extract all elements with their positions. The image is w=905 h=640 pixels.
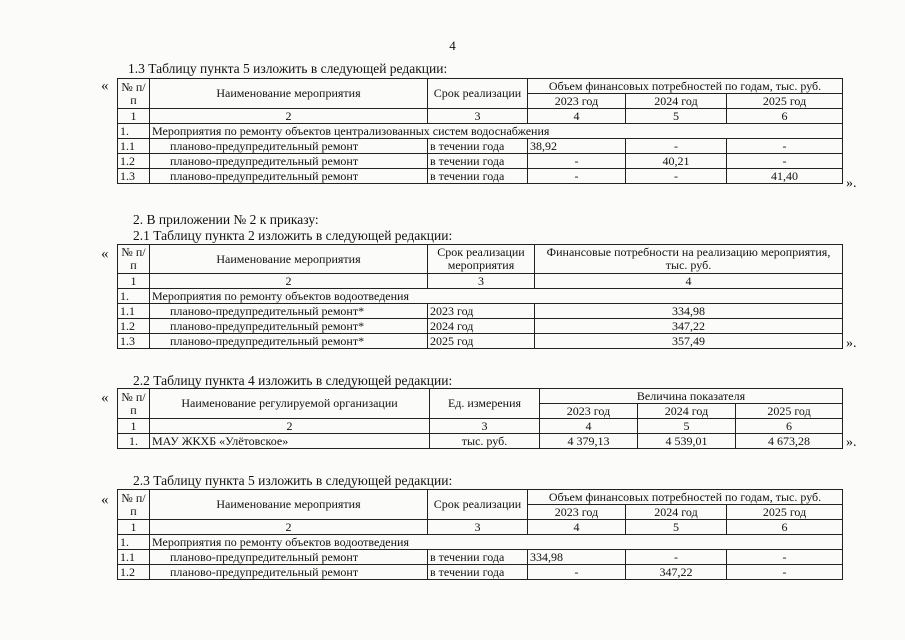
row-name: МАУ ЖКХБ «Улётовское»: [150, 434, 430, 449]
col-number-row: [118, 109, 843, 124]
row-value: -: [626, 139, 727, 154]
table-2-3: [117, 489, 843, 580]
row-num: 1.2: [118, 565, 150, 580]
col-number-row: [118, 520, 843, 535]
col-number: 4: [528, 109, 626, 124]
header-unit: Ед. измерения: [430, 389, 540, 419]
col-number: 3: [430, 419, 540, 434]
header-year: 2024 год: [626, 94, 727, 109]
row-term: 2024 год: [428, 319, 535, 334]
row-term: в течении года: [428, 154, 528, 169]
row-value: -: [727, 550, 843, 565]
row-value: -: [727, 565, 843, 580]
row-value: 38,92: [528, 139, 626, 154]
group-title: Мероприятия по ремонту объектов водоотведения: [150, 535, 843, 550]
row-value: 4 673,28: [736, 434, 843, 449]
col-number: 4: [535, 274, 843, 289]
header-name: Наименование мероприятия: [150, 245, 428, 274]
col-number: 1: [118, 274, 150, 289]
row-term: в течении года: [428, 565, 528, 580]
col-number: 1: [118, 109, 150, 124]
row-value: -: [626, 169, 727, 184]
row-num: 1.: [118, 434, 150, 449]
row-value: 357,49: [535, 334, 843, 349]
col-number: 6: [727, 109, 843, 124]
close-quote: ».: [846, 336, 857, 351]
row-term: 2025 год: [428, 334, 535, 349]
header-year: 2025 год: [727, 94, 843, 109]
close-quote: ».: [846, 435, 857, 450]
header-year: 2024 год: [626, 505, 727, 520]
table-row: [118, 154, 843, 169]
col-number: 2: [150, 520, 428, 535]
header-year: 2023 год: [528, 94, 626, 109]
row-value: 4 379,13: [540, 434, 638, 449]
row-num: 1.3: [118, 334, 150, 349]
row-num: 1.1: [118, 139, 150, 154]
col-number: 6: [727, 520, 843, 535]
col-number: 6: [736, 419, 843, 434]
table-row: [118, 434, 843, 449]
close-quote: ».: [846, 176, 857, 191]
open-quote: «: [101, 78, 109, 94]
header-term: Срок реализации: [428, 490, 528, 520]
header-num: № п/п: [118, 245, 150, 274]
row-value: 334,98: [528, 550, 626, 565]
row-term: в течении года: [428, 139, 528, 154]
section-2-2-title: 2.2 Таблицу пункта 4 изложить в следующей редакции:: [133, 373, 453, 388]
row-value: -: [626, 550, 727, 565]
header-fin: Финансовые потребности на реализацию мероприятия, тыс. руб.: [535, 245, 843, 274]
row-value: 334,98: [535, 304, 843, 319]
col-number: 5: [626, 520, 727, 535]
table-row: [118, 550, 843, 565]
header-group: Объем финансовых потребностей по годам, тыс. руб.: [528, 79, 843, 94]
group-title: Мероприятия по ремонту объектов водоотведения: [150, 289, 843, 304]
group-row: [118, 289, 843, 304]
section-2-1-title: 2.1 Таблицу пункта 2 изложить в следующей редакции:: [133, 228, 453, 243]
row-value: 4 539,01: [638, 434, 736, 449]
row-value: 347,22: [626, 565, 727, 580]
col-number: 1: [118, 419, 150, 434]
header-year: 2024 год: [638, 404, 736, 419]
table-1-3: [117, 78, 843, 184]
row-name: планово-предупредительный ремонт*: [150, 304, 428, 319]
header-year: 2025 год: [736, 404, 843, 419]
row-value: -: [528, 169, 626, 184]
page-number: 4: [449, 38, 456, 53]
section-1-3-title: 1.3 Таблицу пункта 5 изложить в следующей редакции:: [128, 61, 448, 76]
section-2-3-title: 2.3 Таблицу пункта 5 изложить в следующей редакции:: [133, 473, 453, 488]
group-row: [118, 124, 843, 139]
row-value: 41,40: [727, 169, 843, 184]
group-row: [118, 535, 843, 550]
header-name: Наименование мероприятия: [150, 79, 428, 109]
row-num: 1.2: [118, 154, 150, 169]
row-term: в течении года: [428, 169, 528, 184]
row-name: планово-предупредительный ремонт*: [150, 319, 428, 334]
row-name: планово-предупредительный ремонт: [150, 169, 428, 184]
table-2-1: [117, 244, 843, 349]
header-num: № п/п: [118, 79, 150, 109]
open-quote: «: [101, 246, 109, 262]
header-name: Наименование мероприятия: [150, 490, 428, 520]
row-name: планово-предупредительный ремонт: [150, 154, 428, 169]
row-value: 347,22: [535, 319, 843, 334]
col-number: 4: [528, 520, 626, 535]
col-number: 4: [540, 419, 638, 434]
row-num: 1.1: [118, 304, 150, 319]
col-number: 5: [626, 109, 727, 124]
table-row: [118, 319, 843, 334]
row-value: 40,21: [626, 154, 727, 169]
table-row: [118, 169, 843, 184]
row-num: 1.: [118, 124, 150, 139]
group-title: Мероприятия по ремонту объектов централизованных систем водоснабжения: [150, 124, 843, 139]
col-number: 3: [428, 274, 535, 289]
col-number: 1: [118, 520, 150, 535]
header-num: № п/п: [118, 389, 150, 419]
row-value: -: [727, 139, 843, 154]
section-2-title: 2. В приложении № 2 к приказу:: [133, 212, 319, 227]
row-name: планово-предупредительный ремонт*: [150, 334, 428, 349]
row-term: 2023 год: [428, 304, 535, 319]
table-row: [118, 304, 843, 319]
row-name: планово-предупредительный ремонт: [150, 550, 428, 565]
col-number-row: [118, 274, 843, 289]
header-term: Срок реализации мероприятия: [428, 245, 535, 274]
col-number-row: [118, 419, 843, 434]
row-num: 1.1: [118, 550, 150, 565]
header-year: 2023 год: [528, 505, 626, 520]
col-number: 3: [428, 520, 528, 535]
col-number: 2: [150, 274, 428, 289]
row-num: 1.2: [118, 319, 150, 334]
table-row: [118, 334, 843, 349]
col-number: 3: [428, 109, 528, 124]
row-value: -: [727, 154, 843, 169]
row-value: -: [528, 154, 626, 169]
open-quote: «: [101, 390, 109, 406]
row-name: планово-предупредительный ремонт: [150, 139, 428, 154]
col-number: 2: [150, 419, 430, 434]
header-name: Наименование регулируемой организации: [150, 389, 430, 419]
row-value: -: [528, 565, 626, 580]
header-year: 2025 год: [727, 505, 843, 520]
row-name: планово-предупредительный ремонт: [150, 565, 428, 580]
table-row: [118, 139, 843, 154]
header-group: Объем финансовых потребностей по годам, тыс. руб.: [528, 490, 843, 505]
row-unit: тыс. руб.: [430, 434, 540, 449]
header-term: Срок реализации: [428, 79, 528, 109]
row-num: 1.: [118, 535, 150, 550]
row-num: 1.3: [118, 169, 150, 184]
header-num: № п/п: [118, 490, 150, 520]
header-year: 2023 год: [540, 404, 638, 419]
col-number: 2: [150, 109, 428, 124]
table-row: [118, 565, 843, 580]
row-term: в течении года: [428, 550, 528, 565]
table-2-2: [117, 388, 843, 449]
row-num: 1.: [118, 289, 150, 304]
open-quote: «: [101, 492, 109, 508]
col-number: 5: [638, 419, 736, 434]
header-group: Величина показателя: [540, 389, 843, 404]
